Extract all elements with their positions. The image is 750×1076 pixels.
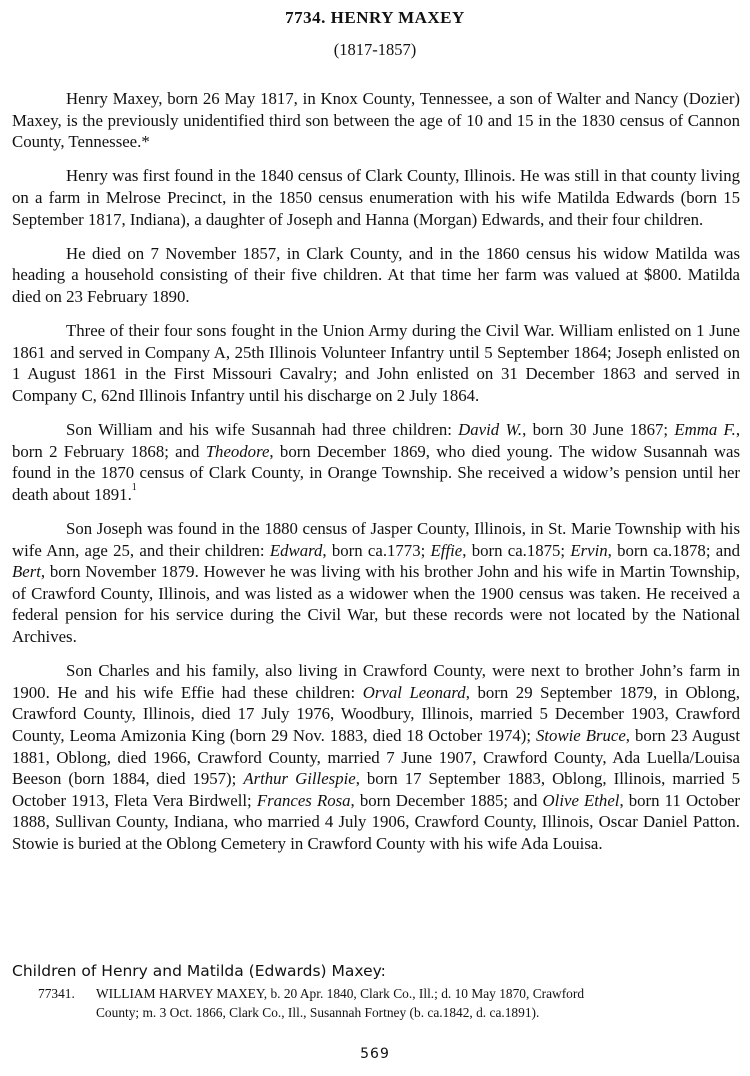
text: , born 17 September 1883, Oblong, Illinois, married 5 October 1913, Fleta Vera Birdwell;: [12, 769, 740, 810]
text: , born 30 June 1867;: [522, 420, 675, 440]
child-entry-line-1: [38, 985, 738, 1004]
text: , born December 1885; and: [350, 790, 543, 810]
paragraph-birth: Henry Maxey, born 26 May 1817, in Knox County, Tennessee, a son of Walter and Nancy (Dozier) Maxey, is the previously unidentified third son between the age of 10 and 15 in the 1830 census of Cannon County, Tennessee.*: [12, 89, 740, 152]
text: , born ca.1878; and: [607, 540, 740, 560]
child-name: David W.: [458, 420, 523, 440]
footnote-marker: 1: [131, 481, 137, 493]
child-text-1: WILLIAM HARVEY MAXEY, b. 20 Apr. 1840, Clark Co., Ill.; d. 10 May 1870, Crawford: [96, 986, 585, 1001]
text: , born 11 October 1888, Sullivan County, Indiana, who married 4 July 1906, Crawford County, Illinois, Oscar Daniel Patton. Stowie is buried at the Oblong Cemetery in Crawford County with his wife Ada Louisa.: [12, 790, 740, 853]
text: , born 23 August 1881, Oblong, died 1966, Crawford County, married 7 June 1907, Crawford County, Ada Luella/Louisa Beeson (born 1884, died 1957);: [12, 726, 741, 789]
child-name: Theodore: [205, 441, 270, 461]
text: Son Charles and his family, also living in Crawford County, were next to brother John’s farm in 1900. He and his wife Effie had these children:: [12, 661, 740, 702]
text: Son Joseph was found in the 1880 census of Jasper County, Illinois, in St. Marie Township with his wife Ann, age 25, and their children:: [12, 519, 740, 560]
paragraph-charles: [12, 660, 740, 854]
paragraph-civil-war: Three of their four sons fought in the Union Army during the Civil War. William enlisted on 1 June 1861 and served in Company A, 25th Illinois Volunteer Infantry until 5 September 1864; Joseph enlisted on 1 August 1861 in the First Missouri Cavalry; and John enlisted on 31 December 1863 and served in Company C, 62nd Illinois Infantry until his discharge on 2 July 1864.: [12, 321, 740, 405]
text: , born ca.1773;: [322, 540, 431, 560]
page-number: 569: [360, 1046, 390, 1062]
paragraph-death: He died on 7 November 1857, in Clark County, and in the 1860 census his widow Matilda was heading a household consisting of their five children. At that time her farm was valued at $800. Matilda died on 23 February 1890.: [12, 243, 740, 306]
child-text-2: County; m. 3 Oct. 1866, Clark Co., Ill., Susannah Fortney (b. ca.1842, d. ca.1891).: [96, 1004, 540, 1020]
paragraph-census: Henry was first found in the 1840 census of Clark County, Illinois. He was still in that county living on a farm in Melrose Precinct, in the 1850 census enumeration with his wife Matilda Edwards (born 15 September 1817, Indiana), a daughter of Joseph and Hanna (Morgan) Edwards, and their four children.: [12, 166, 740, 229]
text: , born November 1879. However he was living with his brother John and his wife in Martin Township, of Crawford County, Illinois, and was listed as a widower when the 1900 census was taken. He received a federal pension for his service during the Civil War, but these records were not located by the National Archives.: [12, 562, 740, 647]
child-name: Effie: [430, 540, 463, 560]
child-name: Frances Rosa: [256, 790, 351, 810]
child-name: Emma F.: [674, 420, 736, 440]
child-name: Bert: [12, 562, 41, 582]
text: , born December 1869, who died young. The widow Susannah was found in the 1870 census of Clark County, in Orange Township. She received a widow’s pension until her death about 1891.: [12, 441, 740, 504]
text: , born ca.1875;: [462, 540, 571, 560]
child-name: Edward: [269, 540, 323, 560]
child-name: Arthur Gillespie: [243, 769, 356, 789]
child-name: Ervin: [570, 540, 608, 560]
text: , born 2 February 1868; and: [12, 420, 741, 461]
child-entry: [38, 985, 738, 1022]
paragraph-william: [12, 419, 740, 505]
page-title: 7734. HENRY MAXEY: [285, 8, 465, 27]
child-number: 77341.: [38, 986, 75, 1001]
child-name: Olive Ethel: [542, 790, 620, 810]
paragraph-joseph: [12, 518, 740, 648]
text: , born 29 September 1879, in Oblong, Crawford County, Illinois, died 17 July 1976, Woodbury, Illinois, married 5 December 1903, Crawford County, Leoma Amizonia King (born 29 Nov. 1883, died 18 October 1974);: [12, 682, 740, 745]
child-name: Orval Leonard: [362, 682, 466, 702]
text: Son William and his wife Susannah had three children:: [66, 420, 459, 440]
life-dates: (1817-1857): [333, 40, 417, 59]
child-name: Stowie Bruce: [536, 726, 626, 745]
children-heading: Children of Henry and Matilda (Edwards) Maxey:: [12, 962, 386, 980]
document-body: [12, 88, 740, 855]
